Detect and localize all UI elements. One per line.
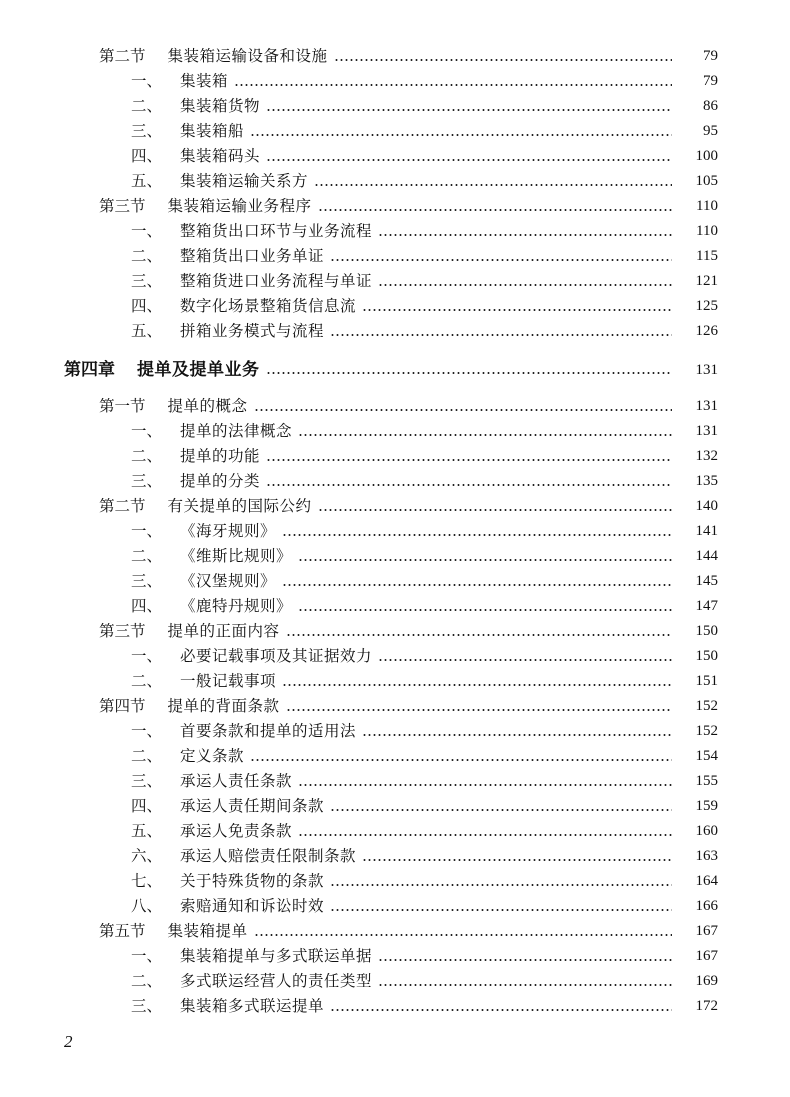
toc-entry-number: 三、 xyxy=(131,572,163,590)
toc-entry-number: 一、 xyxy=(131,72,163,90)
toc-entry-page: 155 xyxy=(695,773,718,789)
toc-entry-page: 140 xyxy=(695,498,718,514)
dot-leader xyxy=(318,209,672,211)
dot-leader xyxy=(378,984,672,986)
toc-subsection-entry[interactable] xyxy=(0,244,790,269)
toc-entry-number: 第二节 xyxy=(99,47,146,65)
toc-entry-title: 索赔通知和诉讼时效 xyxy=(180,897,325,915)
toc-section-entry[interactable] xyxy=(0,694,790,719)
toc-entry-page: 100 xyxy=(695,148,718,164)
toc-entry-page: 152 xyxy=(695,723,718,739)
toc-entry-page: 135 xyxy=(695,473,718,489)
toc-entry-number: 五、 xyxy=(131,172,163,190)
toc-entry-title: 数字化场景整箱货信息流 xyxy=(180,297,357,315)
toc-entry-number: 五、 xyxy=(131,822,163,840)
dot-leader xyxy=(282,684,672,686)
toc-subsection-entry[interactable] xyxy=(0,969,790,994)
toc-entry-title: 提单的分类 xyxy=(180,472,261,490)
dot-leader xyxy=(378,659,672,661)
toc-entry-number: 八、 xyxy=(131,897,163,915)
toc-entry-title: 集装箱运输业务程序 xyxy=(167,197,312,215)
dot-leader xyxy=(266,459,672,461)
toc-entry-title: 《维斯比规则》 xyxy=(180,547,293,565)
toc-entry-page: 167 xyxy=(695,948,718,964)
toc-entry-page: 169 xyxy=(695,973,718,989)
toc-entry-page: 167 xyxy=(695,923,718,939)
toc-entry-title: 《鹿特丹规则》 xyxy=(180,597,293,615)
toc-subsection-entry[interactable] xyxy=(0,669,790,694)
toc-entry-title: 集装箱运输关系方 xyxy=(180,172,309,190)
toc-subsection-entry[interactable] xyxy=(0,169,790,194)
toc-entry-number: 七、 xyxy=(131,872,163,890)
dot-leader xyxy=(362,309,672,311)
toc-entry-page: 95 xyxy=(703,123,718,139)
toc-entry-number: 四、 xyxy=(131,297,163,315)
toc-entry-page: 141 xyxy=(695,523,718,539)
toc-entry-title: 《汉堡规则》 xyxy=(180,572,277,590)
table-of-contents xyxy=(0,44,790,1019)
toc-subsection-entry[interactable] xyxy=(0,444,790,469)
dot-leader xyxy=(298,609,672,611)
toc-entry-number: 二、 xyxy=(131,972,163,990)
dot-leader xyxy=(330,809,672,811)
toc-entry-number: 第三节 xyxy=(99,197,146,215)
dot-leader xyxy=(330,259,672,261)
toc-subsection-entry[interactable] xyxy=(0,819,790,844)
toc-entry-number: 三、 xyxy=(131,122,163,140)
toc-entry-title: 必要记载事项及其证据效力 xyxy=(180,647,373,665)
toc-entry-number: 二、 xyxy=(131,97,163,115)
toc-entry-title: 提单的法律概念 xyxy=(180,422,293,440)
dot-leader xyxy=(266,159,672,161)
toc-entry-page: 126 xyxy=(695,323,718,339)
toc-entry-page: 164 xyxy=(695,873,718,889)
toc-subsection-entry[interactable] xyxy=(0,94,790,119)
toc-subsection-entry[interactable] xyxy=(0,119,790,144)
toc-entry-page: 131 xyxy=(695,423,718,439)
dot-leader xyxy=(298,834,672,836)
toc-entry-page: 163 xyxy=(695,848,718,864)
toc-entry-title: 承运人赔偿责任限制条款 xyxy=(180,847,357,865)
toc-entry-number: 第四节 xyxy=(99,697,146,715)
toc-entry-title: 集装箱 xyxy=(180,72,229,90)
toc-entry-title: 多式联运经营人的责任类型 xyxy=(180,972,373,990)
toc-section-entry[interactable] xyxy=(0,194,790,219)
toc-entry-title: 集装箱提单 xyxy=(167,922,248,940)
toc-entry-page: 131 xyxy=(695,398,718,414)
dot-leader xyxy=(318,509,672,511)
toc-entry-page: 121 xyxy=(695,273,718,289)
toc-entry-title: 集装箱多式联运提单 xyxy=(180,997,325,1015)
toc-entry-number: 二、 xyxy=(131,447,163,465)
toc-subsection-entry[interactable] xyxy=(0,794,790,819)
toc-entry-page: 105 xyxy=(695,173,718,189)
toc-entry-page: 159 xyxy=(695,798,718,814)
toc-entry-number: 一、 xyxy=(131,722,163,740)
toc-entry-title: 提单的功能 xyxy=(180,447,261,465)
toc-entry-page: 131 xyxy=(695,361,718,378)
toc-entry-title: 有关提单的国际公约 xyxy=(167,497,312,515)
toc-subsection-entry[interactable] xyxy=(0,269,790,294)
toc-entry-title: 承运人责任期间条款 xyxy=(180,797,325,815)
toc-entry-title: 集装箱货物 xyxy=(180,97,261,115)
toc-subsection-entry[interactable] xyxy=(0,69,790,94)
toc-subsection-entry[interactable] xyxy=(0,769,790,794)
toc-entry-page: 172 xyxy=(695,998,718,1014)
toc-entry-page: 151 xyxy=(695,673,718,689)
toc-chapter-entry[interactable] xyxy=(0,352,790,388)
toc-entry-number: 一、 xyxy=(131,522,163,540)
toc-entry-title: 整箱货出口业务单证 xyxy=(180,247,325,265)
dot-leader xyxy=(266,109,672,111)
toc-subsection-entry[interactable] xyxy=(0,594,790,619)
toc-entry-page: 150 xyxy=(695,623,718,639)
toc-entry-title: 集装箱船 xyxy=(180,122,245,140)
dot-leader xyxy=(254,409,672,411)
toc-entry-page: 115 xyxy=(696,248,718,264)
toc-entry-page: 79 xyxy=(703,73,718,89)
dot-leader xyxy=(250,134,672,136)
toc-subsection-entry[interactable] xyxy=(0,319,790,344)
toc-entry-title: 一般记载事项 xyxy=(180,672,277,690)
toc-entry-page: 166 xyxy=(695,898,718,914)
toc-subsection-entry[interactable] xyxy=(0,419,790,444)
toc-subsection-entry[interactable] xyxy=(0,469,790,494)
dot-leader xyxy=(266,372,673,374)
toc-subsection-entry[interactable] xyxy=(0,544,790,569)
toc-entry-number: 第一节 xyxy=(99,397,146,415)
toc-entry-number: 五、 xyxy=(131,322,163,340)
toc-section-entry[interactable] xyxy=(0,44,790,69)
toc-section-entry[interactable] xyxy=(0,394,790,419)
toc-entry-title: 拼箱业务模式与流程 xyxy=(180,322,325,340)
toc-entry-page: 144 xyxy=(695,548,718,564)
dot-leader xyxy=(378,234,672,236)
toc-entry-title: 集装箱提单与多式联运单据 xyxy=(180,947,373,965)
dot-leader xyxy=(298,784,672,786)
toc-entry-title: 关于特殊货物的条款 xyxy=(180,872,325,890)
toc-entry-title: 《海牙规则》 xyxy=(180,522,277,540)
dot-leader xyxy=(378,959,672,961)
dot-leader xyxy=(282,584,672,586)
toc-entry-number: 三、 xyxy=(131,772,163,790)
toc-entry-number: 六、 xyxy=(131,847,163,865)
toc-entry-title: 承运人免责条款 xyxy=(180,822,293,840)
toc-entry-number: 一、 xyxy=(131,222,163,240)
toc-entry-page: 110 xyxy=(696,223,718,239)
toc-entry-page: 150 xyxy=(695,648,718,664)
toc-entry-page: 145 xyxy=(695,573,718,589)
dot-leader xyxy=(362,859,672,861)
toc-entry-number: 第二节 xyxy=(99,497,146,515)
toc-entry-page: 110 xyxy=(696,198,718,214)
dot-leader xyxy=(330,334,672,336)
toc-entry-number: 四、 xyxy=(131,147,163,165)
toc-entry-number: 第四章 xyxy=(64,359,115,380)
toc-subsection-entry[interactable] xyxy=(0,294,790,319)
toc-subsection-entry[interactable] xyxy=(0,844,790,869)
toc-entry-page: 152 xyxy=(695,698,718,714)
toc-entry-page: 86 xyxy=(703,98,718,114)
dot-leader xyxy=(298,559,672,561)
dot-leader xyxy=(362,734,672,736)
toc-subsection-entry[interactable] xyxy=(0,719,790,744)
toc-entry-page: 79 xyxy=(703,48,718,64)
toc-entry-title: 集装箱运输设备和设施 xyxy=(167,47,328,65)
toc-entry-number: 三、 xyxy=(131,472,163,490)
toc-subsection-entry[interactable] xyxy=(0,944,790,969)
toc-entry-number: 第五节 xyxy=(99,922,146,940)
toc-subsection-entry[interactable] xyxy=(0,894,790,919)
toc-entry-number: 二、 xyxy=(131,247,163,265)
toc-subsection-entry[interactable] xyxy=(0,569,790,594)
toc-entry-title: 整箱货进口业务流程与单证 xyxy=(180,272,373,290)
toc-entry-number: 二、 xyxy=(131,747,163,765)
toc-entry-title: 提单的概念 xyxy=(167,397,248,415)
toc-subsection-entry[interactable] xyxy=(0,144,790,169)
toc-entry-title: 提单及提单业务 xyxy=(137,359,260,380)
dot-leader xyxy=(334,59,672,61)
toc-entry-page: 132 xyxy=(695,448,718,464)
toc-entry-number: 三、 xyxy=(131,997,163,1015)
toc-entry-page: 160 xyxy=(695,823,718,839)
dot-leader xyxy=(250,759,672,761)
toc-subsection-entry[interactable] xyxy=(0,744,790,769)
toc-section-entry[interactable] xyxy=(0,619,790,644)
toc-entry-number: 四、 xyxy=(131,597,163,615)
dot-leader xyxy=(266,484,672,486)
toc-entry-page: 154 xyxy=(695,748,718,764)
toc-entry-number: 四、 xyxy=(131,797,163,815)
toc-entry-title: 首要条款和提单的适用法 xyxy=(180,722,357,740)
toc-entry-title: 整箱货出口环节与业务流程 xyxy=(180,222,373,240)
toc-subsection-entry[interactable] xyxy=(0,519,790,544)
toc-subsection-entry[interactable] xyxy=(0,869,790,894)
dot-leader xyxy=(330,1009,672,1011)
toc-entry-number: 一、 xyxy=(131,947,163,965)
toc-subsection-entry[interactable] xyxy=(0,219,790,244)
toc-entry-number: 三、 xyxy=(131,272,163,290)
dot-leader xyxy=(286,634,672,636)
toc-entry-number: 一、 xyxy=(131,422,163,440)
dot-leader xyxy=(330,884,672,886)
toc-entry-title: 提单的正面内容 xyxy=(167,622,280,640)
toc-entry-page: 147 xyxy=(695,598,718,614)
dot-leader xyxy=(330,909,672,911)
dot-leader xyxy=(286,709,672,711)
toc-entry-number: 第三节 xyxy=(99,622,146,640)
toc-subsection-entry[interactable] xyxy=(0,994,790,1019)
page-number: 2 xyxy=(64,1032,73,1051)
dot-leader xyxy=(282,534,672,536)
toc-entry-title: 承运人责任条款 xyxy=(180,772,293,790)
toc-entry-number: 一、 xyxy=(131,647,163,665)
dot-leader xyxy=(298,434,672,436)
dot-leader xyxy=(378,284,672,286)
dot-leader xyxy=(254,934,672,936)
toc-section-entry[interactable] xyxy=(0,494,790,519)
toc-entry-number: 二、 xyxy=(131,672,163,690)
toc-entry-title: 定义条款 xyxy=(180,747,245,765)
toc-entry-title: 集装箱码头 xyxy=(180,147,261,165)
dot-leader xyxy=(314,184,672,186)
dot-leader xyxy=(234,84,672,86)
toc-entry-number: 二、 xyxy=(131,547,163,565)
toc-subsection-entry[interactable] xyxy=(0,644,790,669)
toc-entry-page: 125 xyxy=(695,298,718,314)
toc-section-entry[interactable] xyxy=(0,919,790,944)
toc-entry-title: 提单的背面条款 xyxy=(167,697,280,715)
